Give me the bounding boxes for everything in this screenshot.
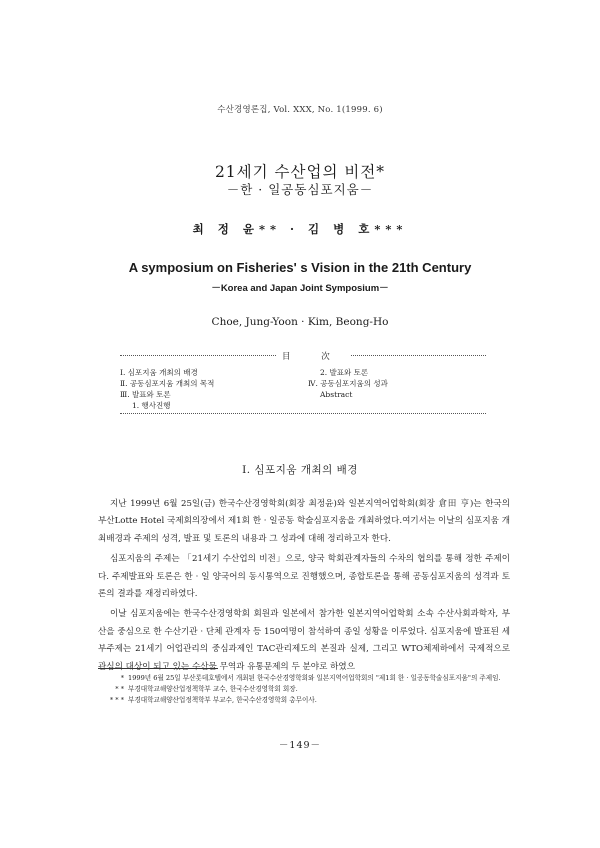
- toc-heading: 目 次: [276, 350, 350, 362]
- toc-right-column: [308, 367, 388, 400]
- footnote-rule: [98, 668, 218, 669]
- footnotes: [108, 673, 508, 706]
- footnote-mark: * * *: [109, 696, 124, 704]
- footnote-text: 부경대학교해양산업정책학부 부교수, 한국수산경영학회 총무이사.: [128, 696, 317, 704]
- toc-left-column: [120, 367, 214, 411]
- footnote: [108, 684, 508, 695]
- footnote-text: 1999년 6월 25일 부산롯데호텔에서 개최된 한국수산경영학회와 일본지역어업학회의 "제1회 한 · 일공동학술심포지움"의 주제임.: [128, 674, 501, 682]
- toc-item: Ⅱ. 공동심포지움 개최의 목적: [120, 379, 215, 388]
- toc-item: Ⅳ. 공동심포지움의 성과: [308, 379, 388, 388]
- footnote-mark: * *: [115, 685, 124, 693]
- table-of-contents: [120, 350, 486, 414]
- subtitle-english: －Korea and Japan Joint Symposium－: [211, 283, 389, 294]
- toc-item: Abstract: [320, 390, 353, 399]
- paragraph: 지난 1999년 6월 25일(금) 한국수산경영학회(회장 최정윤)와 일본지역어업학회(회장 倉田 亨)는 한국의 부산Lotte Hotel 국제회의장에서 제1회 한 · 일공동 학술심포지움을 개최하였다.여기서는 이날의 심포지움 개최배경과 주제의 성격, 발표 및 토론의 내용과 그 성과에 대해 정리하고자 한다.: [98, 499, 510, 544]
- toc-item: 2. 발표와 토론: [320, 368, 369, 377]
- toc-item: Ⅰ. 심포지움 개최의 배경: [120, 368, 198, 377]
- section-heading: Ⅰ. 심포지움 개최의 배경: [242, 464, 358, 476]
- title-english: A symposium on Fisheries' s Vision in the 21th Century: [128, 260, 472, 275]
- authors-korean: 최 정 윤** · 김 병 호***: [192, 222, 408, 236]
- title-korean: 21세기 수산업의 비전*: [214, 163, 386, 181]
- body-text: [98, 496, 510, 676]
- subtitle-korean: －한 · 일공동심포지움－: [226, 182, 374, 197]
- footnote-text: 부경대학교해양산업정책학부 교수, 한국수산경영학회 회장.: [128, 685, 298, 693]
- paragraph: 이날 심포지움에는 한국수산경영학회 회원과 일본에서 참가한 일본지역어업학회 소속 수산사회과학자, 부산을 중심으로 한 수산기관 · 단체 관계자 등 150여명이 참석하여 종일 성황을 이루었다. 심포지움에 발표된 세부주제는 21세기 어업관리의 중심과제인 TAC관리제도의 본질과 실제, 그리고 WTO체제하에서 국제적으로 관심의 대상이 되고 있는 수산물 무역과 유통문제의 두 분야로 하였으: [98, 609, 510, 672]
- toc-bottom-rule: [120, 413, 486, 414]
- page-number: －149－: [278, 740, 322, 751]
- footnote: [108, 695, 508, 706]
- paragraph: 심포지움의 주제는 「21세기 수산업의 비전」으로, 양국 학회관계자들의 수차의 협의를 통해 정한 주제이다. 주제발표와 토론은 한 · 일 양국어의 동시통역으로 진행했으며, 종합토론을 통해 공동심포지움의 성격과 토론의 결과를 재정리하였다.: [98, 554, 510, 600]
- toc-item: Ⅲ. 발표와 토론: [120, 390, 171, 399]
- toc-item: 1. 행사진행: [132, 401, 171, 410]
- authors-english: Choe, Jung-Yoon · Kim, Beong-Ho: [211, 316, 389, 328]
- footnote: [108, 673, 508, 684]
- journal-header: 수산경영론집, Vol. XXX, No. 1(1999. 6): [217, 105, 383, 115]
- footnote-mark: *: [120, 674, 124, 682]
